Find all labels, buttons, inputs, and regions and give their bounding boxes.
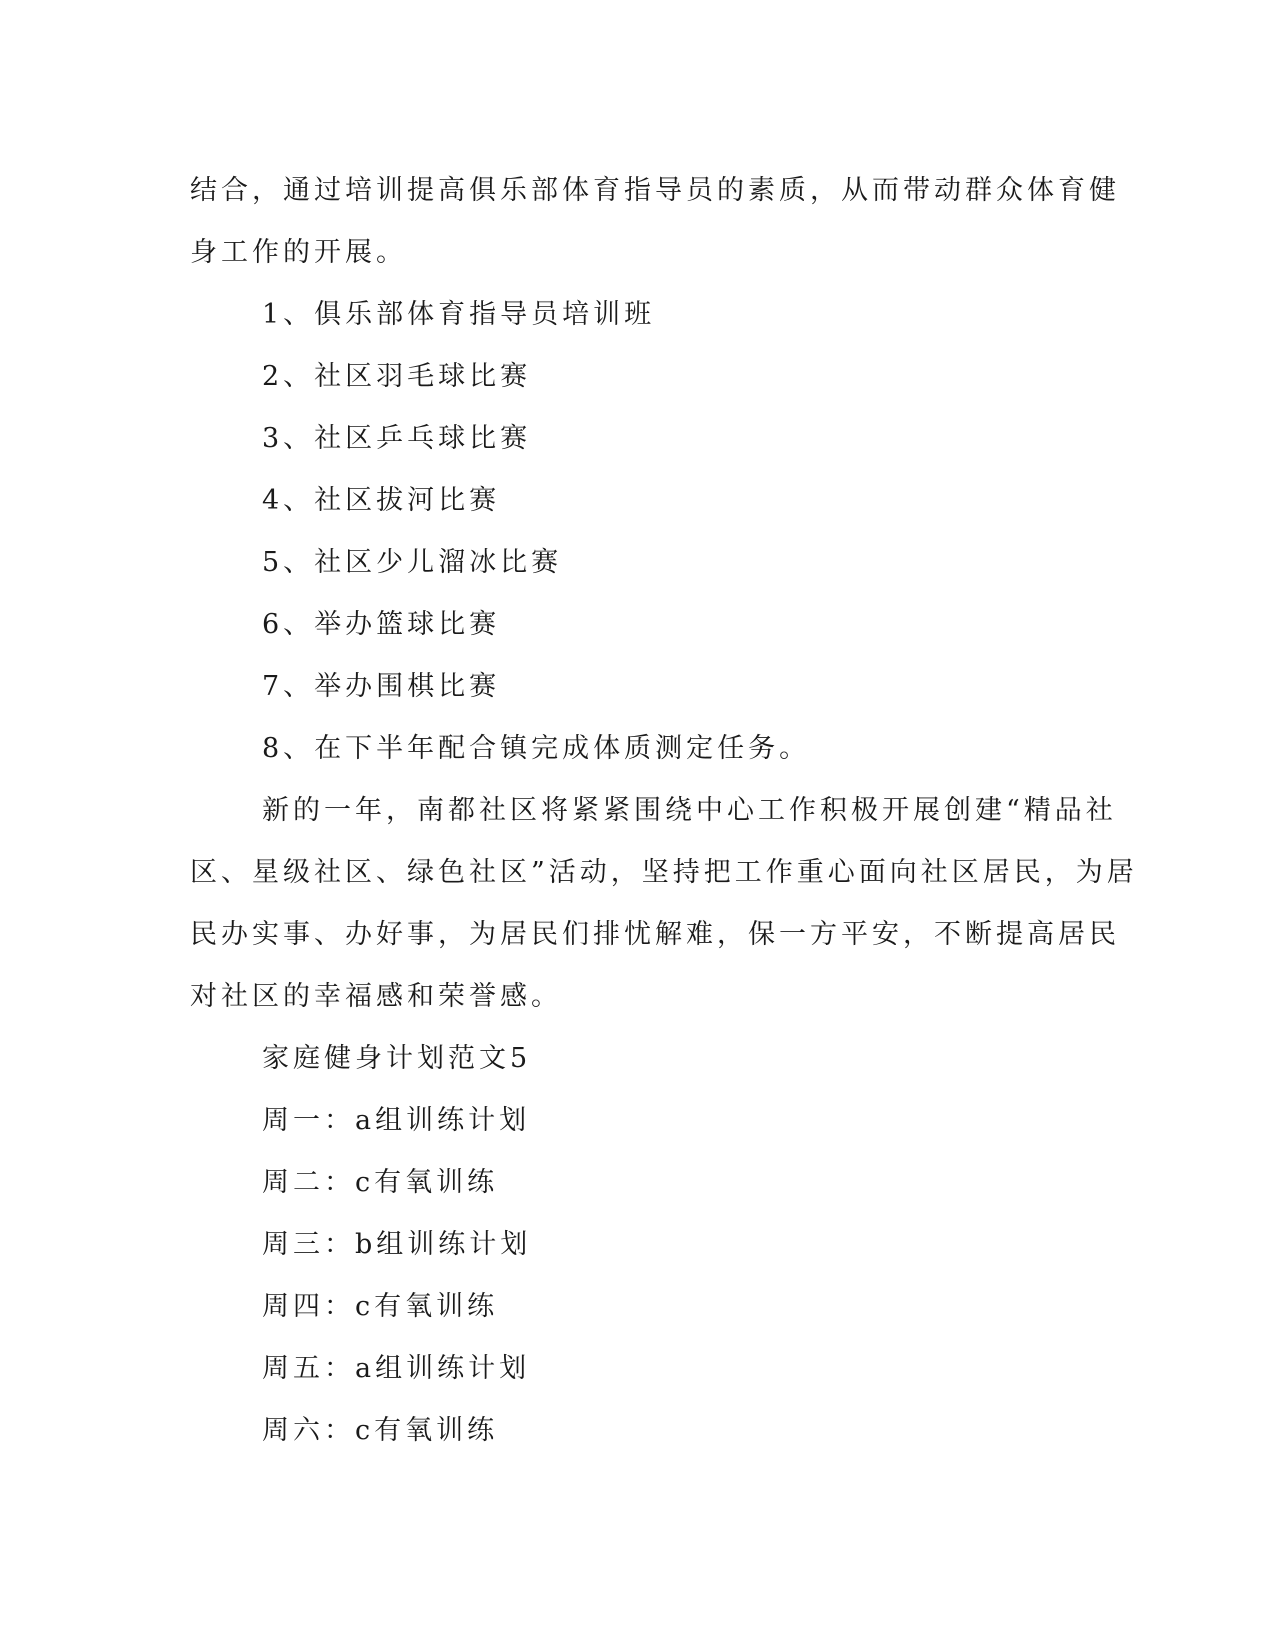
activity-item: 8、在下半年配合镇完成体质测定任务。 <box>262 733 811 764</box>
activity-item: 1、俱乐部体育指导员培训班 <box>262 299 656 330</box>
activity-item: 7、举办围棋比赛 <box>262 671 501 702</box>
closing-line: 民办实事、办好事，为居民们排忧解难，保一方平安，不断提高居民 <box>190 919 1120 950</box>
activity-item: 4、社区拔河比赛 <box>262 485 501 516</box>
activity-item: 2、社区羽毛球比赛 <box>262 361 532 392</box>
closing-line: 新的一年，南都社区将紧紧围绕中心工作积极开展创建“精品社 <box>262 795 1117 826</box>
intro-line: 结合，通过培训提高俱乐部体育指导员的素质，从而带动群众体育健 <box>190 175 1120 206</box>
schedule-item: 周三：b组训练计划 <box>262 1229 532 1260</box>
intro-paragraph <box>190 160 1120 284</box>
closing-line: 对社区的幸福感和荣誉感。 <box>190 981 562 1012</box>
intro-line: 身工作的开展。 <box>190 237 407 268</box>
closing-line: 区、星级社区、绿色社区”活动，坚持把工作重心面向社区居民，为居 <box>190 857 1138 888</box>
activity-item: 5、社区少儿溜冰比赛 <box>262 547 563 578</box>
activity-item: 3、社区乒乓球比赛 <box>262 423 532 454</box>
schedule-item: 周五：a组训练计划 <box>262 1353 531 1384</box>
section-title: 家庭健身计划范文5 <box>262 1043 532 1074</box>
closing-paragraph <box>190 780 1138 1028</box>
activity-item: 6、举办篮球比赛 <box>262 609 501 640</box>
schedule-item: 周四：c有氧训练 <box>262 1291 499 1322</box>
document-body <box>190 160 1138 1462</box>
activity-list <box>190 284 1070 780</box>
schedule-item: 周一：a组训练计划 <box>262 1105 531 1136</box>
schedule-item: 周二：c有氧训练 <box>262 1167 499 1198</box>
schedule-item: 周六：c有氧训练 <box>262 1415 499 1446</box>
weekly-schedule <box>190 1090 1070 1462</box>
